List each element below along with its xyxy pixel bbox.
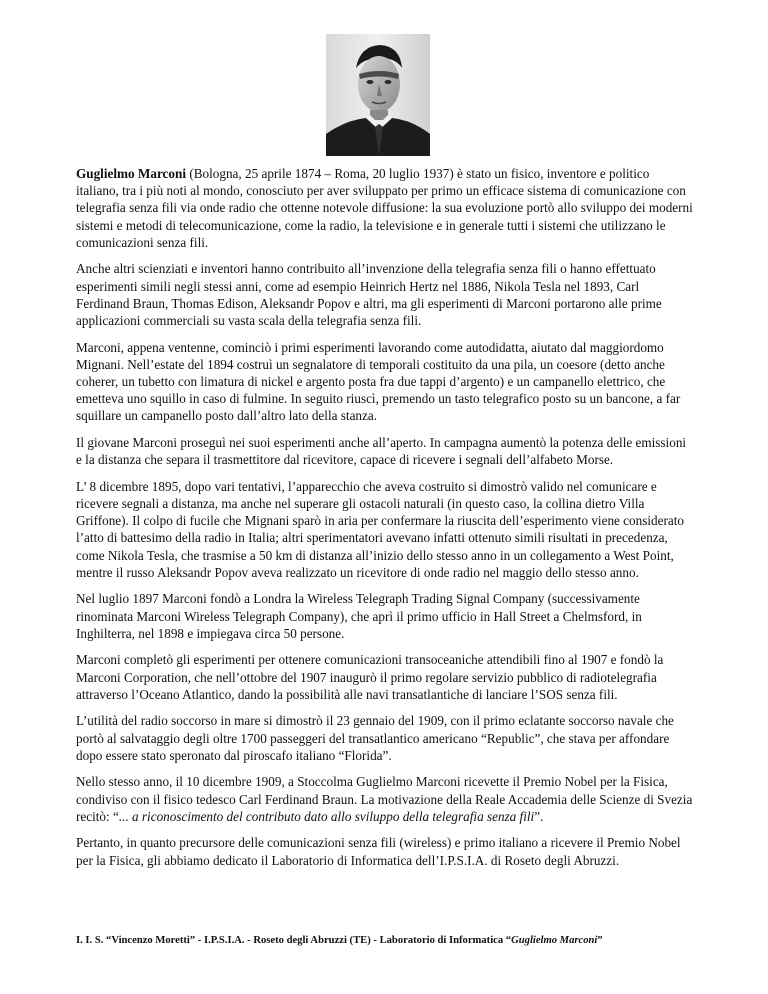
paragraph-republic-rescue: L’utilità del radio soccorso in mare si dimostrò il 23 gennaio del 1909, con il primo eclatante soccorso navale che portò al salvataggio degli oltre 1700 passeggeri del transatlantico americano “Republic”, che stava per affondare dopo essere stato speronato dal piroscafo italiano “Florida”. bbox=[76, 713, 674, 763]
subject-name: Guglielmo Marconi bbox=[76, 166, 187, 181]
intro-paragraph bbox=[76, 165, 694, 251]
portrait-photo-icon bbox=[326, 34, 430, 156]
footer-end: ” bbox=[597, 935, 603, 946]
paragraph-december-1895: L’ 8 dicembre 1895, dopo vari tentativi, l’apparecchio che aveva costruito si dimostrò valido nel comunicare e ricevere segnali a distanza, ma anche nel superare gli ostacoli naturali (in questo caso, la collina dietro Villa Griffone). Il colpo di fucile che Mignani sparò in aria per confermare la riuscita dell’esperimento viene considerato l’atto di battesimo della radio in Italia; altri sperimentatori avevano infatti ottenuto simili risultati in precedenza, come Nikola Tesla, che trasmise a 50 km di distanza all’inizio dello stesso anno in un collegamento a West Point, mentre il russo Aleksandr Popov aveva realizzato un ricevitore di onde radio nel maggio dello stesso anno. bbox=[76, 478, 684, 580]
paragraph-outdoor-experiments: Il giovane Marconi proseguì nei suoi esperimenti anche all’aperto. In campagna aumentò la potenza delle emissioni e la distanza che separa il trasmettitore dal ricevitore, capace di ricevere i segnali dell’alfabeto Morse. bbox=[76, 435, 687, 468]
intro-text: (Bologna, 25 aprile 1874 – Roma, 20 luglio 1937) è stato un fisico, inventore e politico italiano, tra i più noti al mondo, conosciuto per aver sviluppato per primo un efficace sistema di comunicazione con telegrafia senza fili via onde radio che ottenne notevole diffusione: la sua evoluzione portò allo sviluppo dei moderni sistemi e metodi di telecomunicazione, come la radio, la televisione e in generale tutti i sistemi che utilizzano le comunicazioni senza fili. bbox=[76, 166, 693, 250]
nobel-end: ”. bbox=[534, 808, 544, 824]
nobel-text: Nello stesso anno, il 10 dicembre 1909, a Stoccolma Guglielmo Marconi ricevette il Premio Nobel per la Fisica, condiviso con il fisico tedesco Carl Ferdinand Braun. La motivazione della Reale Accademia delle Scienze di Svezia recitò: “ bbox=[76, 774, 693, 824]
footer-text: I. I. S. “Vincenzo Moretti” - I.P.S.I.A. - Roseto degli Abruzzi (TE) - Laboratorio di Informatica “ bbox=[76, 935, 512, 946]
page-footer bbox=[76, 935, 716, 946]
portrait-drawing bbox=[326, 34, 430, 156]
footer-lab-name: Guglielmo Marconi bbox=[511, 935, 598, 946]
paragraph-closing: Pertanto, in quanto precursore delle comunicazioni senza fili (wireless) e primo italiano a ricevere il Premio Nobel per la Fisica, gli abbiamo dedicato il Laboratorio di Informatica dell’I.P.S.I.A. di Roseto degli Abruzzi. bbox=[76, 835, 681, 868]
paragraph-transoceanic: Marconi completò gli esperimenti per ottenere comunicazioni transoceaniche attendibili fino al 1907 e fondò la Marconi Corporation, che nell’ottobre del 1907 inaugurò il primo regolare servizio pubblico di radiotelegrafia attraverso l’Oceano Atlantico, dando la possibilità alle navi transatlantiche di lanciare l’SOS senza fili. bbox=[76, 652, 664, 702]
paragraph-london-company: Nel luglio 1897 Marconi fondò a Londra la Wireless Telegraph Trading Signal Company (successivamente rinominata Marconi Wireless Telegraph Company), che aprì il primo ufficio in Hall Street a Chelmsford, in Inghilterra, nel 1898 e impiegava circa 50 persone. bbox=[76, 591, 642, 641]
paragraph-other-inventors: Anche altri scienziati e inventori hanno contribuito all’invenzione della telegrafia senza fili o hanno effettuato esperimenti simili negli stessi anni, come ad esempio Heinrich Hertz nel 1886, Nikola Tesla nel 1893, Carl Ferdinand Braun, Thomas Edison, Aleksandr Popov e altri, ma gli esperimenti di Marconi portarono alle prime applicazioni commerciali su vasta scala della telegrafia senza fili. bbox=[76, 261, 662, 329]
paragraph-nobel bbox=[76, 773, 694, 825]
nobel-quote: ... a riconoscimento del contributo dato allo sviluppo della telegrafia senza fili bbox=[118, 808, 535, 824]
article-body bbox=[76, 165, 694, 878]
paragraph-early-experiments: Marconi, appena ventenne, cominciò i primi esperimenti lavorando come autodidatta, aiutato dal maggiordomo Mignani. Nell’estate del 1894 costruì un segnalatore di temporali costituito da una pila, un coesore (detto anche coherer, un tubetto con limatura di nickel e argento posta fra due tappi d’argento) e un campanello elettrico, che emetteva uno squillo in caso di fulmine. In seguito riuscì, premendo un tasto telegrafico posto su un bancone, a far squillare un campanello posto dall’altro lato della stanza. bbox=[76, 339, 681, 424]
